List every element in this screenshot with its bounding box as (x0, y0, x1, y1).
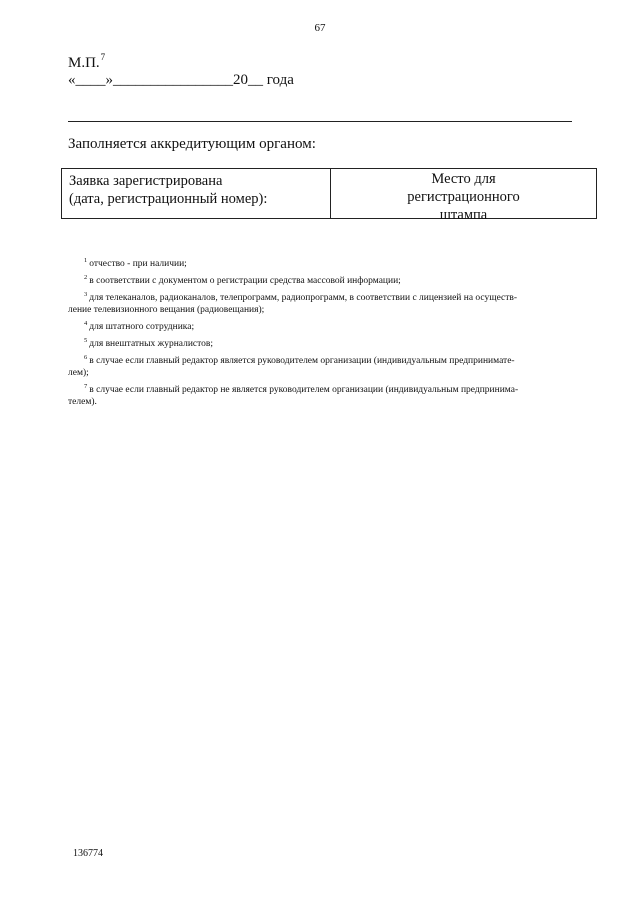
document-code: 136774 (73, 848, 103, 859)
stamp-place-cell (331, 169, 596, 223)
footnotes (68, 255, 598, 410)
footnote-text-continuation: ление телевизионного вещания (радиовещания); (68, 305, 265, 315)
footnote-mark: 1 (84, 257, 88, 264)
footnote-item (68, 352, 598, 379)
filled-by-label: Заполняется аккредитующим органом: (68, 136, 316, 152)
footnote-mark: 6 (84, 354, 88, 361)
footnote-text: в случае если главный редактор является руководителем организации (индивидуальным предпринимате- (89, 356, 515, 366)
footnote-item (84, 272, 598, 287)
footnote-text: для внештатных журналистов; (89, 339, 214, 349)
footnote-text: в соответствии с документом о регистрации средства массовой информации; (89, 276, 401, 286)
stamp-footnote-mark: 7 (100, 52, 106, 62)
footnote-mark: 4 (84, 320, 88, 327)
page-number: 67 (314, 22, 326, 34)
date-line: «____»________________20__ года (68, 72, 294, 88)
footnote-text-continuation: лем); (68, 368, 89, 378)
footnote-mark: 3 (84, 291, 88, 298)
stamp-label (68, 52, 105, 72)
stamp-place-line3: штампа (439, 207, 488, 223)
stamp-place-line2: регистрационного (407, 189, 520, 205)
footnote-item (84, 335, 598, 350)
footnote-item (68, 381, 598, 408)
footnote-text: для штатного сотрудника; (89, 322, 195, 332)
registration-label-line2: (дата, регистрационный номер): (69, 191, 268, 207)
stamp-place-line1: Место для (431, 171, 496, 187)
footnote-text: в случае если главный редактор не является руководителем организации (индивидуальным предпринима- (89, 385, 519, 395)
footnote-text: для телеканалов, радиоканалов, телепрограмм, радиопрограмм, в соответствии с лицензией на осуществ- (89, 293, 518, 303)
registration-info-cell (62, 169, 331, 218)
footnote-text-continuation: телем). (68, 397, 97, 407)
footnote-mark: 7 (84, 383, 88, 390)
footnote-text: отчество - при наличии; (89, 259, 187, 269)
footnote-item (68, 289, 598, 316)
registration-label-line1: Заявка зарегистрирована (69, 173, 223, 189)
footnote-item (84, 255, 598, 270)
footnote-item (84, 318, 598, 333)
footnote-mark: 5 (84, 337, 88, 344)
footnote-mark: 2 (84, 274, 88, 281)
registration-box (61, 168, 597, 223)
divider-line (68, 121, 572, 122)
stamp-label-text: М.П. (68, 55, 100, 71)
